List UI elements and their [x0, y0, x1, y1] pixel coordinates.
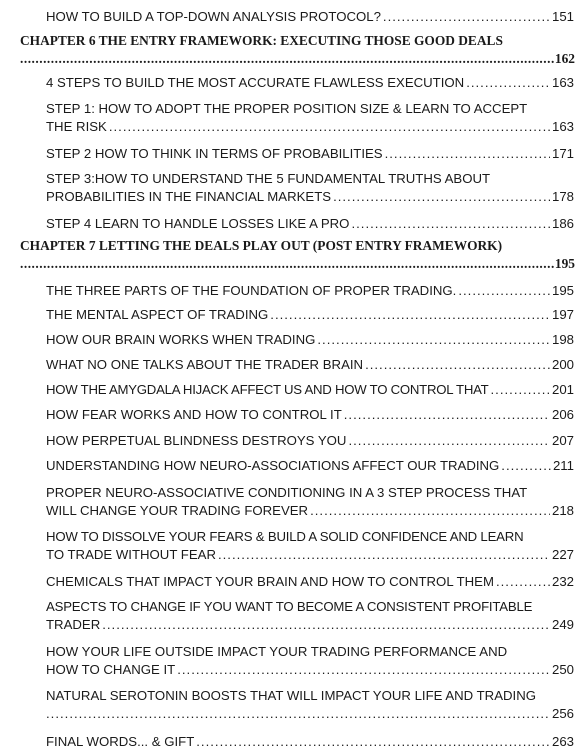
- toc-entry-title: STEP 4 LEARN TO HANDLE LOSSES LIKE A PRO: [46, 216, 350, 231]
- dot-leader: [20, 255, 555, 273]
- toc-entry[interactable]: [46, 381, 574, 399]
- dot-leader: [333, 188, 550, 206]
- dot-leader: [310, 502, 550, 520]
- toc-entry-title: FINAL WORDS... & GIFT: [46, 734, 195, 749]
- toc-entry-page: 198: [551, 332, 574, 347]
- dot-leader: [501, 457, 551, 475]
- toc-entry-page: 250: [551, 662, 574, 677]
- dot-leader: [458, 282, 550, 300]
- dot-leader: [344, 406, 550, 424]
- chapter-title: CHAPTER 6 THE ENTRY FRAMEWORK: EXECUTING THOSE GOOD DEALS: [20, 33, 503, 48]
- toc-entry-title-line1: STEP 3:HOW TO UNDERSTAND THE 5 FUNDAMENTAL TRUTHS ABOUT: [46, 171, 491, 186]
- toc-entry-page: 186: [551, 216, 574, 231]
- toc-entry-title: 4 STEPS TO BUILD THE MOST ACCURATE FLAWLESS EXECUTION: [46, 75, 465, 90]
- toc-entry[interactable]: [46, 170, 574, 206]
- toc-entry-title: STEP 2 HOW TO THINK IN TERMS OF PROBABILITIES: [46, 146, 383, 161]
- dot-leader: [351, 215, 550, 233]
- chapter-page: 195: [554, 256, 575, 271]
- toc-entry[interactable]: [46, 74, 574, 92]
- toc-entry-title-line2: THE RISK: [46, 119, 107, 134]
- toc-entry-title-line2: HOW TO CHANGE IT: [46, 662, 176, 677]
- toc-chapter-heading[interactable]: [20, 237, 575, 273]
- toc-entry-title-line2: PROBABILITIES IN THE FINANCIAL MARKETS: [46, 189, 332, 204]
- toc-entry-page: 256: [551, 706, 574, 721]
- toc-entry-page: 206: [551, 407, 574, 422]
- toc-entry[interactable]: [46, 598, 574, 634]
- toc-entry-page: 227: [551, 547, 574, 562]
- dot-leader: [218, 546, 550, 564]
- toc-entry[interactable]: [46, 457, 574, 475]
- dot-leader: [46, 705, 550, 723]
- dot-leader: [348, 432, 550, 450]
- toc-entry[interactable]: [46, 331, 574, 349]
- toc-entry-page: 178: [551, 189, 574, 204]
- dot-leader: [196, 733, 550, 751]
- chapter-page: 162: [554, 51, 575, 66]
- dot-leader: [20, 50, 555, 68]
- toc-entry-title-line2: TRADER: [46, 617, 101, 632]
- toc-entry[interactable]: [46, 306, 574, 324]
- toc-entry[interactable]: [46, 432, 574, 450]
- toc-entry-page: 197: [551, 307, 574, 322]
- toc-entry-page: 232: [551, 574, 574, 589]
- toc-entry-page: 151: [551, 9, 574, 24]
- toc-entry-title: UNDERSTANDING HOW NEURO-ASSOCIATIONS AFFECT OUR TRADING: [46, 458, 500, 473]
- dot-leader: [102, 616, 550, 634]
- toc-entry[interactable]: [46, 528, 574, 564]
- toc-entry[interactable]: [46, 282, 574, 300]
- toc-entry-title: HOW PERPETUAL BLINDNESS DESTROYS YOU: [46, 433, 347, 448]
- toc-entry-title-line1: HOW YOUR LIFE OUTSIDE IMPACT YOUR TRADING PERFORMANCE AND: [46, 644, 508, 659]
- toc-entry-page: 163: [551, 75, 574, 90]
- toc-entry[interactable]: [46, 145, 574, 163]
- toc-entry-title-line2: TO TRADE WITHOUT FEAR: [46, 547, 216, 562]
- dot-leader: [270, 306, 550, 324]
- toc-entry-page: 263: [551, 734, 574, 749]
- toc-entry-page: 249: [551, 617, 574, 632]
- dot-leader: [466, 74, 550, 92]
- toc-entry[interactable]: [46, 733, 574, 751]
- toc-entry-title-line2: WILL CHANGE YOUR TRADING FOREVER: [46, 503, 309, 518]
- toc-entry[interactable]: [46, 484, 574, 520]
- toc-entry-title: HOW FEAR WORKS AND HOW TO CONTROL IT: [46, 407, 342, 422]
- toc-entry-page: 171: [551, 146, 574, 161]
- toc-entry-title-line1: STEP 1: HOW TO ADOPT THE PROPER POSITION SIZE & LEARN TO ACCEPT: [46, 101, 528, 116]
- toc-entry-title-line1: PROPER NEURO-ASSOCIATIVE CONDITIONING IN A 3 STEP PROCESS THAT: [46, 485, 528, 500]
- toc-entry[interactable]: [46, 687, 574, 723]
- toc-entry-page: 195: [551, 283, 574, 298]
- toc-entry-title: THE THREE PARTS OF THE FOUNDATION OF PROPER TRADING.: [46, 283, 457, 298]
- toc-entry[interactable]: [46, 406, 574, 424]
- dot-leader: [385, 145, 550, 163]
- dot-leader: [109, 118, 550, 136]
- dot-leader: [496, 573, 550, 591]
- toc-entry-page: 201: [551, 382, 574, 397]
- toc-entry[interactable]: [46, 356, 574, 374]
- dot-leader: [317, 331, 550, 349]
- toc-entry-title-line1: NATURAL SEROTONIN BOOSTS THAT WILL IMPACT YOUR LIFE AND TRADING: [46, 688, 536, 703]
- dot-leader: [383, 8, 550, 26]
- dot-leader: [365, 356, 550, 374]
- toc-entry[interactable]: [46, 643, 574, 679]
- toc-entry[interactable]: [46, 573, 574, 591]
- toc-entry-page: 218: [551, 503, 574, 518]
- toc-entry[interactable]: [46, 215, 574, 233]
- toc-entry-title: WHAT NO ONE TALKS ABOUT THE TRADER BRAIN: [46, 357, 364, 372]
- toc-entry-page: 211: [552, 458, 574, 473]
- toc-entry-title: THE MENTAL ASPECT OF TRADING: [46, 307, 269, 322]
- toc-chapter-heading[interactable]: [20, 32, 575, 68]
- toc-entry[interactable]: [46, 100, 574, 136]
- chapter-title: CHAPTER 7 LETTING THE DEALS PLAY OUT (POST ENTRY FRAMEWORK): [20, 238, 503, 253]
- toc-entry-title-line1: ASPECTS TO CHANGE IF YOU WANT TO BECOME A CONSISTENT PROFITABLE: [46, 599, 533, 614]
- toc-entry-title-line1: HOW TO DISSOLVE YOUR FEARS & BUILD A SOLID CONFIDENCE AND LEARN: [46, 529, 524, 544]
- toc-entry-title: HOW OUR BRAIN WORKS WHEN TRADING: [46, 332, 316, 347]
- toc-entry[interactable]: [46, 8, 574, 26]
- dot-leader: [491, 381, 550, 399]
- toc-entry-title: CHEMICALS THAT IMPACT YOUR BRAIN AND HOW TO CONTROL THEM: [46, 574, 494, 589]
- toc-entry-page: 207: [551, 433, 574, 448]
- toc-entry-title: HOW TO BUILD A TOP-DOWN ANALYSIS PROTOCOL?: [46, 9, 381, 24]
- dot-leader: [177, 661, 550, 679]
- toc-entry-page: 163: [551, 119, 574, 134]
- toc-entry-title: HOW THE AMYGDALA HIJACK AFFECT US AND HOW TO CONTROL THAT: [46, 382, 489, 397]
- toc-entry-page: 200: [551, 357, 574, 372]
